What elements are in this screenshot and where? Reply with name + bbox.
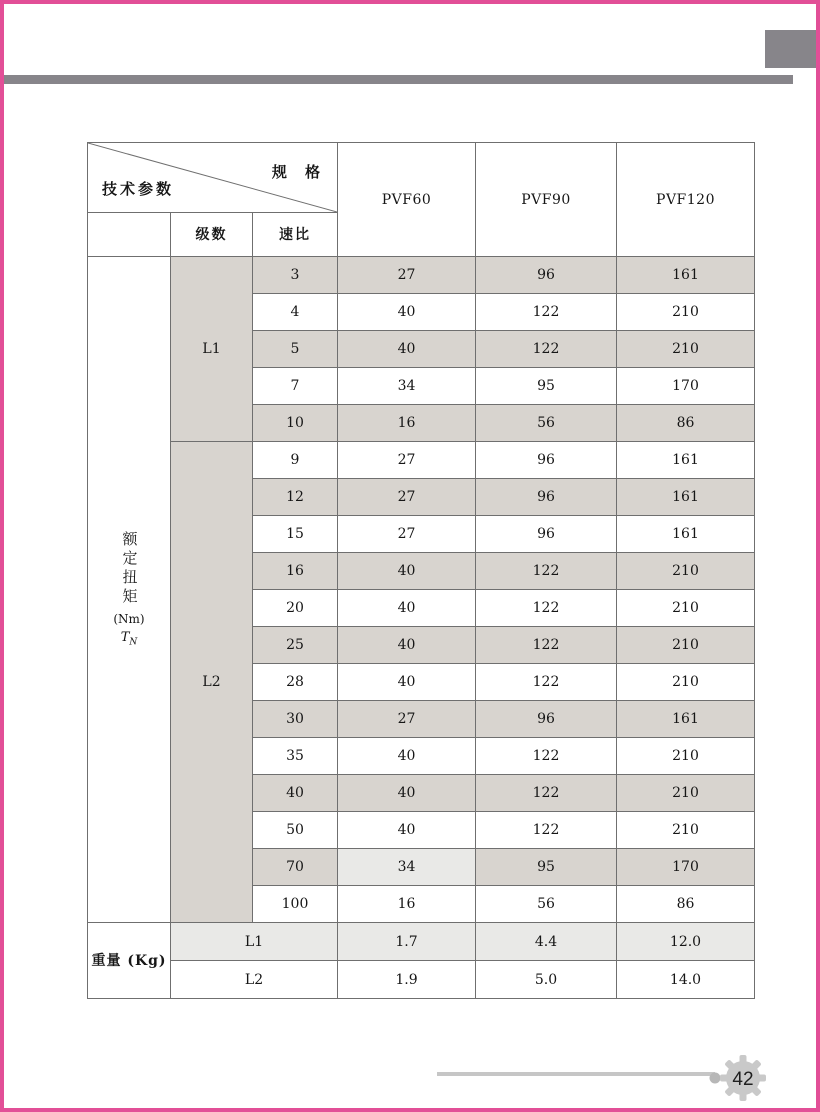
corner-label-tech-params: 技术参数	[102, 181, 175, 198]
value-cell: 40	[338, 738, 476, 775]
ratio-cell: 25	[253, 627, 338, 664]
ratio-cell: 35	[253, 738, 338, 775]
weight-value-cell: 1.7	[338, 923, 476, 961]
weight-value-cell: 4.4	[476, 923, 617, 961]
col-header-stage: 级数	[171, 213, 253, 257]
ratio-cell: 70	[253, 849, 338, 886]
value-cell: 210	[617, 738, 755, 775]
table-row	[88, 257, 755, 294]
spec-table	[87, 142, 755, 999]
ratio-cell: 10	[253, 405, 338, 442]
torque-unit: (Nm)	[113, 612, 145, 627]
col-header-pvf120: PVF120	[617, 143, 755, 257]
value-cell: 16	[338, 886, 476, 923]
weight-value-cell: 14.0	[617, 961, 755, 999]
value-cell: 27	[338, 479, 476, 516]
ratio-cell: 15	[253, 516, 338, 553]
weight-label-cell: 重量 (Kg)	[88, 923, 171, 999]
weight-value-cell: 12.0	[617, 923, 755, 961]
value-cell: 40	[338, 627, 476, 664]
corner-label-spec: 规 格	[271, 164, 328, 181]
value-cell: 96	[476, 701, 617, 738]
value-cell: 210	[617, 331, 755, 368]
value-cell: 161	[617, 479, 755, 516]
ratio-cell: 100	[253, 886, 338, 923]
value-cell: 122	[476, 294, 617, 331]
value-cell: 122	[476, 664, 617, 701]
value-cell: 122	[476, 590, 617, 627]
ratio-cell: 20	[253, 590, 338, 627]
table-row	[88, 442, 755, 479]
ratio-cell: 12	[253, 479, 338, 516]
ratio-cell: 50	[253, 812, 338, 849]
ratio-cell: 30	[253, 701, 338, 738]
ratio-cell: 40	[253, 775, 338, 812]
weight-stage-cell-l1: L1	[171, 923, 338, 961]
value-cell: 161	[617, 442, 755, 479]
value-cell: 122	[476, 738, 617, 775]
stage-cell-l1: L1	[171, 257, 253, 442]
stage-cell-l2: L2	[171, 442, 253, 923]
col-header-pvf90: PVF90	[476, 143, 617, 257]
value-cell: 40	[338, 553, 476, 590]
value-cell: 96	[476, 516, 617, 553]
torque-label	[88, 531, 170, 648]
weight-row	[88, 961, 755, 999]
value-cell: 210	[617, 775, 755, 812]
value-cell: 161	[617, 701, 755, 738]
value-cell: 86	[617, 405, 755, 442]
weight-value-cell: 5.0	[476, 961, 617, 999]
value-cell: 96	[476, 257, 617, 294]
weight-value-cell: 1.9	[338, 961, 476, 999]
value-cell: 56	[476, 886, 617, 923]
ratio-cell: 9	[253, 442, 338, 479]
value-cell: 210	[617, 664, 755, 701]
value-cell: 122	[476, 775, 617, 812]
top-divider-bar	[4, 75, 793, 84]
value-cell: 40	[338, 590, 476, 627]
value-cell: 40	[338, 294, 476, 331]
ratio-cell: 16	[253, 553, 338, 590]
ratio-cell: 4	[253, 294, 338, 331]
value-cell: 122	[476, 331, 617, 368]
value-cell: 40	[338, 775, 476, 812]
torque-label-vertical: 额定扭矩	[120, 531, 139, 608]
value-cell: 27	[338, 701, 476, 738]
weight-row	[88, 923, 755, 961]
value-cell: 210	[617, 812, 755, 849]
value-cell: 86	[617, 886, 755, 923]
footer-divider-line	[437, 1072, 715, 1076]
value-cell: 34	[338, 368, 476, 405]
empty-header-cell	[88, 213, 171, 257]
value-cell: 96	[476, 479, 617, 516]
value-cell: 170	[617, 368, 755, 405]
value-cell: 210	[617, 294, 755, 331]
torque-row-label-cell	[88, 257, 171, 923]
value-cell: 56	[476, 405, 617, 442]
ratio-cell: 7	[253, 368, 338, 405]
value-cell: 27	[338, 257, 476, 294]
ratio-cell: 3	[253, 257, 338, 294]
value-cell: 27	[338, 516, 476, 553]
value-cell: 34	[338, 849, 476, 886]
ratio-cell: 28	[253, 664, 338, 701]
value-cell: 40	[338, 331, 476, 368]
value-cell: 16	[338, 405, 476, 442]
value-cell: 40	[338, 664, 476, 701]
value-cell: 161	[617, 516, 755, 553]
value-cell: 27	[338, 442, 476, 479]
spec-table-wrap	[87, 142, 755, 999]
corner-header-cell	[88, 143, 338, 213]
value-cell: 210	[617, 590, 755, 627]
top-right-gray-block	[765, 30, 816, 68]
value-cell: 95	[476, 849, 617, 886]
torque-symbol: $T_N$	[120, 630, 138, 648]
footer-dot	[710, 1073, 721, 1084]
col-header-pvf60: PVF60	[338, 143, 476, 257]
value-cell: 161	[617, 257, 755, 294]
value-cell: 210	[617, 553, 755, 590]
weight-stage-cell-l2: L2	[171, 961, 338, 999]
ratio-cell: 5	[253, 331, 338, 368]
value-cell: 210	[617, 627, 755, 664]
footer-art	[700, 1042, 780, 1106]
value-cell: 40	[338, 812, 476, 849]
value-cell: 122	[476, 553, 617, 590]
value-cell: 170	[617, 849, 755, 886]
page-number: 42	[732, 1069, 754, 1090]
value-cell: 95	[476, 368, 617, 405]
value-cell: 96	[476, 442, 617, 479]
value-cell: 122	[476, 812, 617, 849]
col-header-ratio: 速比	[253, 213, 338, 257]
value-cell: 122	[476, 627, 617, 664]
